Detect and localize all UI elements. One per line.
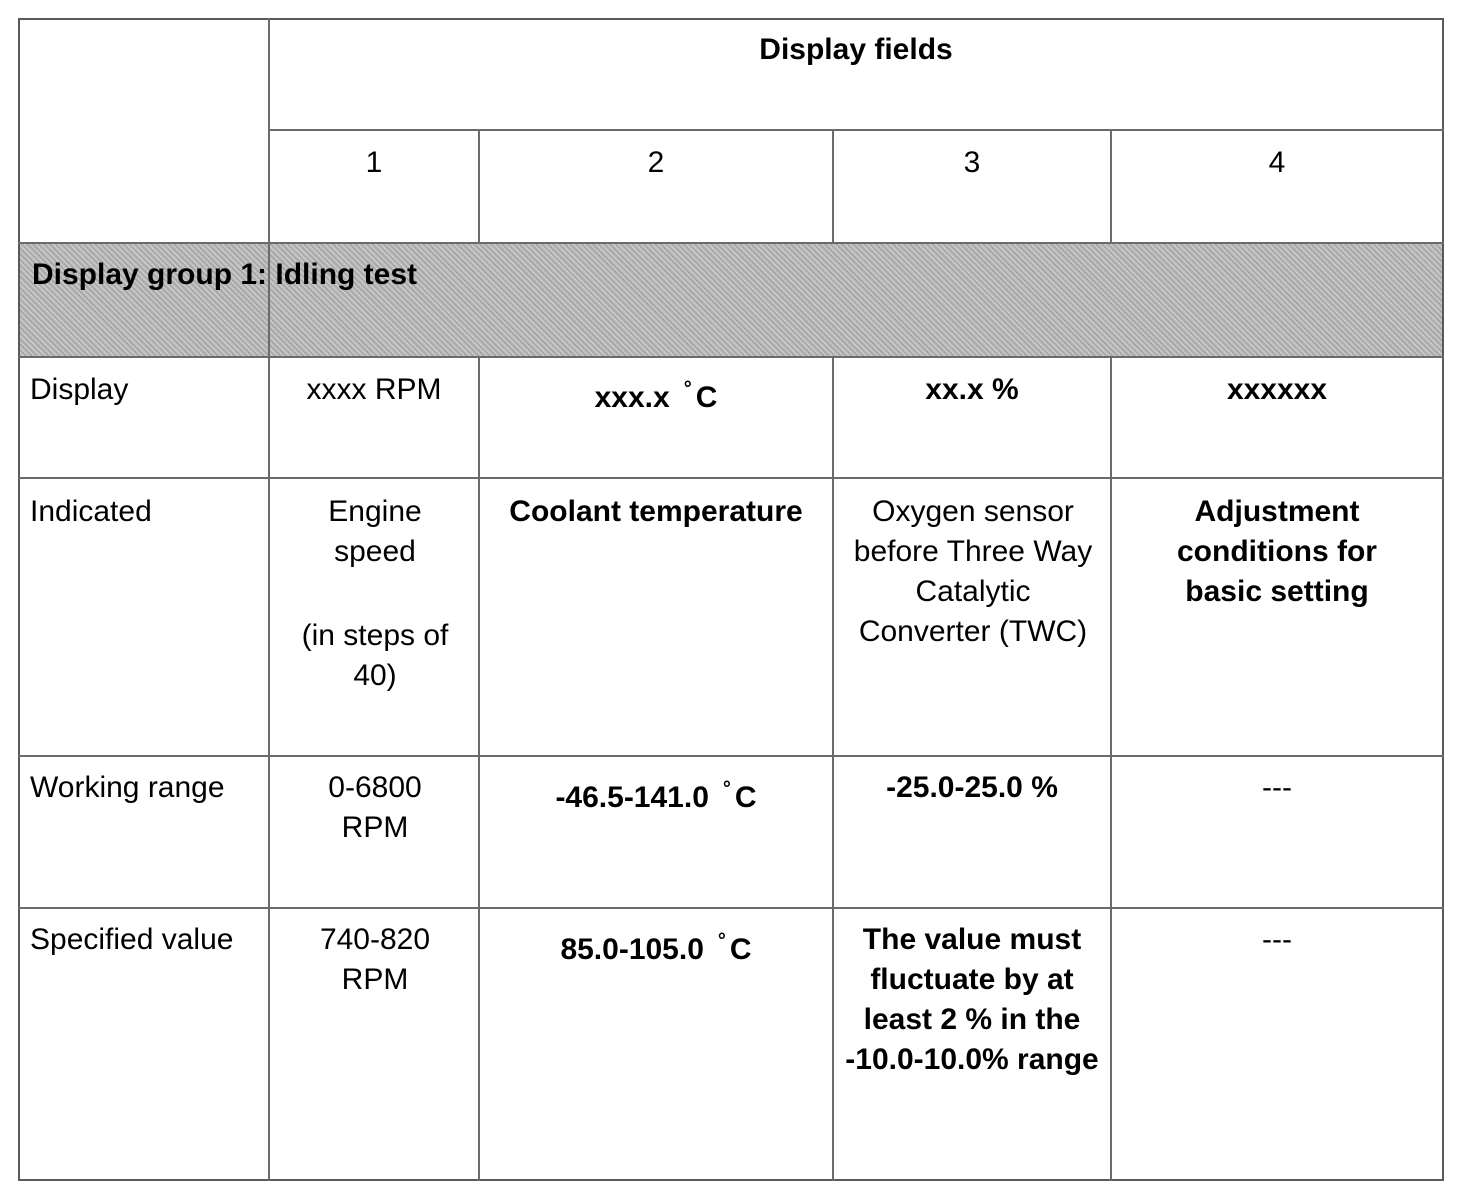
indicated-value-3: Oxygen sensor before Three Way Catalytic Converter (TWC) xyxy=(853,495,1093,648)
row-divider xyxy=(18,755,1444,757)
display-value-2-unit: C xyxy=(695,381,718,414)
row-divider xyxy=(18,907,1444,909)
column-divider xyxy=(268,18,270,1181)
row-label-specified-value: Specified value xyxy=(30,923,234,956)
display-value-1: xxxx RPM xyxy=(306,373,442,406)
specified-value-2 xyxy=(480,930,832,973)
column-header-1: 1 xyxy=(365,146,383,179)
row-label-working-range: Working range xyxy=(30,771,225,804)
working-range-value-2-number: -46.5-141.0 xyxy=(555,781,709,814)
row-divider xyxy=(18,477,1444,479)
indicated-value-1a: Engine speed xyxy=(328,495,422,568)
column-header-4: 4 xyxy=(1268,146,1286,179)
row-divider xyxy=(18,356,1444,358)
working-range-value-2-unit: C xyxy=(734,781,757,814)
indicated-value-4: Adjustment conditions for basic setting xyxy=(1177,495,1377,608)
specified-value-1: 740-820 RPM xyxy=(319,923,431,996)
display-value-3: xx.x % xyxy=(925,373,1019,406)
row-divider xyxy=(268,129,1444,131)
row-label-indicated: Indicated xyxy=(30,495,152,528)
working-range-value-1: 0-6800 RPM xyxy=(328,771,422,844)
display-value-2-number: xxx.x xyxy=(594,381,670,414)
working-range-value-3: -25.0-25.0 % xyxy=(886,771,1058,804)
column-divider xyxy=(478,357,480,1181)
row-label-display: Display xyxy=(30,373,129,406)
working-range-value-2 xyxy=(480,778,832,821)
indicated-value-2: Coolant temperature xyxy=(509,495,803,528)
display-value-4: xxxxxx xyxy=(1226,373,1328,406)
column-header-2: 2 xyxy=(647,146,665,179)
display-value-2 xyxy=(480,378,832,421)
display-fields-header: Display fields xyxy=(759,33,953,66)
row-divider xyxy=(18,242,1444,244)
working-range-value-4: --- xyxy=(1262,771,1292,804)
specified-value-3: The value must fluctuate by at least 2 % in the -10.0-10.0% range xyxy=(845,923,1099,1076)
degree-sign: ° xyxy=(722,778,731,800)
specified-value-2-number: 85.0-105.0 xyxy=(560,933,704,966)
display-group-title: Display group 1: Idling test xyxy=(32,258,418,291)
column-header-3: 3 xyxy=(963,146,981,179)
specified-value-2-unit: C xyxy=(729,933,752,966)
degree-sign: ° xyxy=(717,930,726,952)
indicated-value-1b: (in steps of 40) xyxy=(301,619,449,692)
degree-sign: ° xyxy=(683,378,692,400)
specified-value-4: --- xyxy=(1262,923,1292,956)
